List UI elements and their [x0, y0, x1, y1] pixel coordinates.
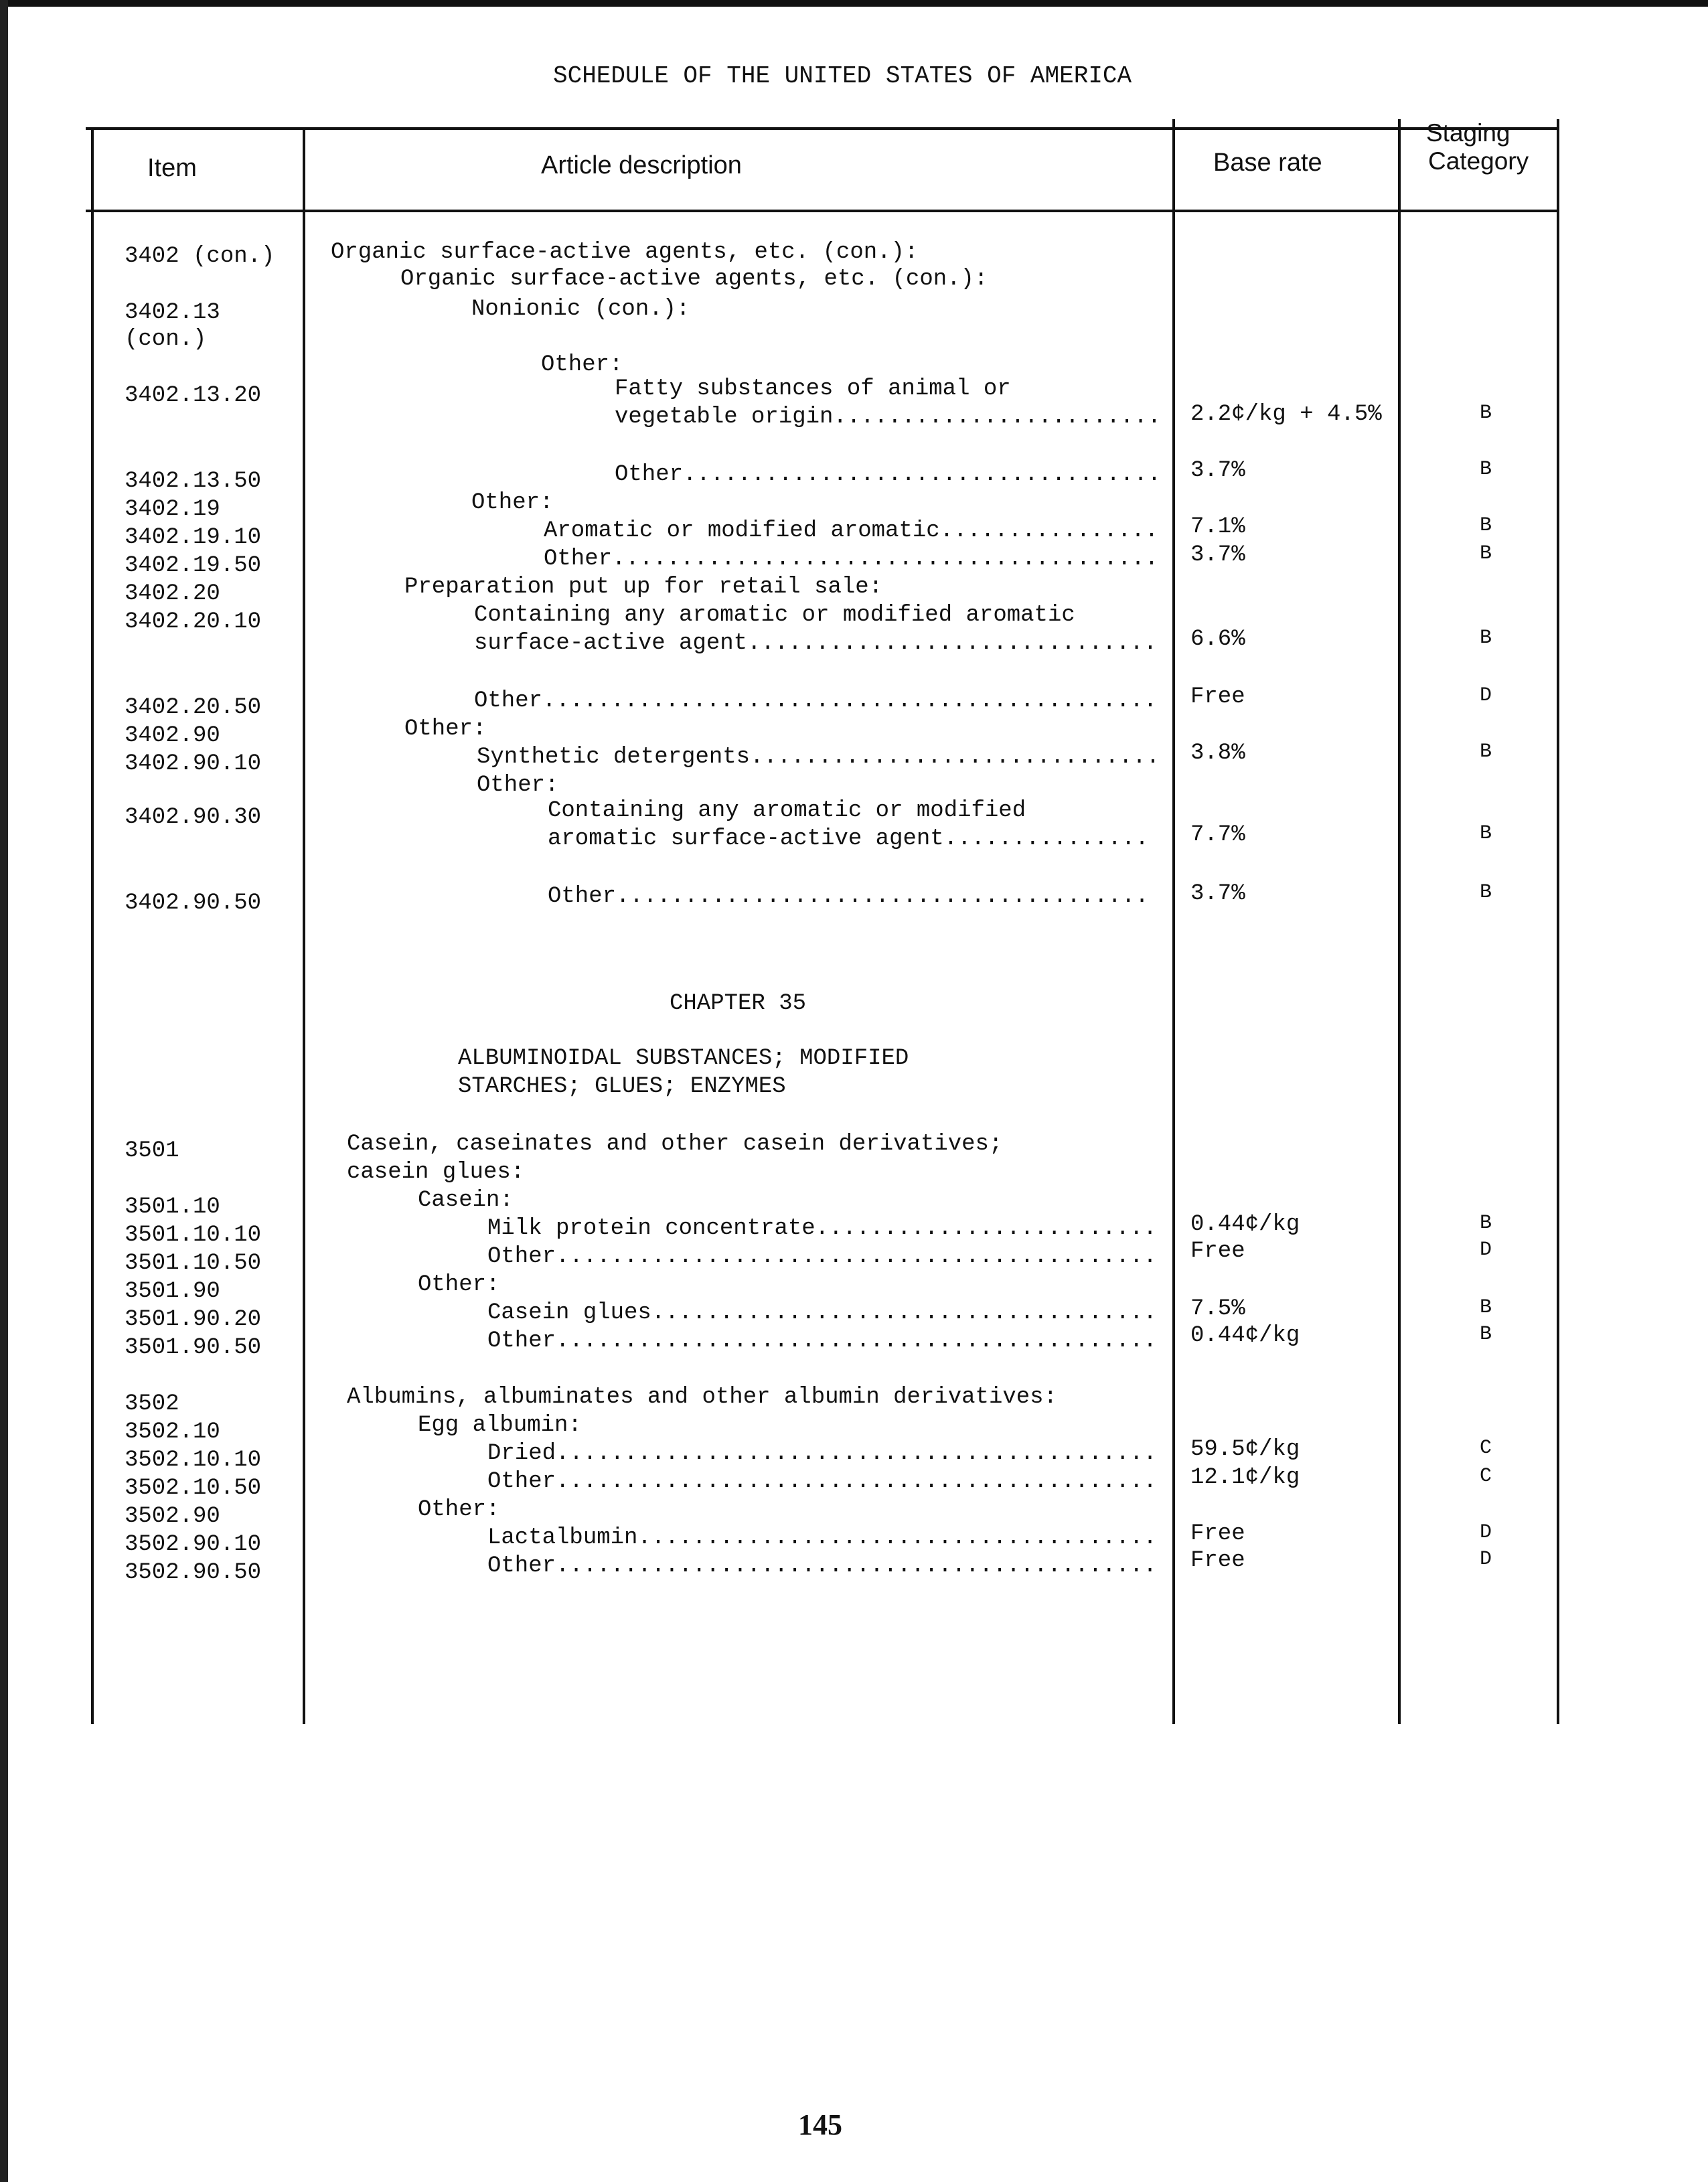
article-description: Other............................................ [487, 1244, 1157, 1269]
page-number: 145 [798, 2108, 842, 2141]
item-code: 3501 [125, 1138, 179, 1164]
table-header-divider [86, 210, 1557, 212]
item-code: 3402.13.20 [125, 383, 262, 408]
page-header: SCHEDULE OF THE UNITED STATES OF AMERICA [553, 62, 1132, 90]
article-description: Containing any aromatic or modified aromatic [474, 603, 1075, 628]
item-code: 3502.90.50 [125, 1560, 262, 1585]
article-description: Other: [471, 490, 554, 516]
base-rate: Free [1190, 1239, 1245, 1264]
article-description: Fatty substances of animal or [615, 376, 1011, 402]
staging-category: B [1480, 542, 1492, 565]
article-description: Preparation put up for retail sale: [404, 574, 883, 600]
article-description: Milk protein concentrate......................... [487, 1216, 1157, 1241]
scan-left-edge [0, 0, 8, 2182]
base-rate: 12.1¢/kg [1190, 1465, 1300, 1490]
item-code: 3501.10 [125, 1194, 220, 1220]
item-code: 3402.20.10 [125, 609, 262, 635]
column-header-staging: Staging [1426, 119, 1510, 147]
article-description: Other............................................. [474, 688, 1158, 714]
base-rate: 0.44¢/kg [1190, 1212, 1300, 1237]
staging-category: C [1480, 1465, 1492, 1488]
staging-category: C [1480, 1437, 1492, 1460]
article-description: Other................................... [615, 462, 1162, 487]
article-description: Organic surface-active agents, etc. (con.): [400, 266, 988, 292]
article-description: Containing any aromatic or modified [548, 798, 1026, 824]
staging-category: B [1480, 822, 1492, 845]
staging-category: B [1480, 741, 1492, 763]
column-header-base-rate: Base rate [1213, 149, 1322, 177]
item-code: 3402.90.50 [125, 890, 262, 916]
base-rate: 3.7% [1190, 542, 1245, 568]
base-rate: Free [1190, 1521, 1245, 1547]
article-description: Casein, caseinates and other casein derivatives; [347, 1132, 1003, 1157]
column-divider-rate [1398, 119, 1401, 1724]
item-code: 3502 [125, 1391, 179, 1417]
article-description: Nonionic (con.): [471, 297, 690, 322]
base-rate: 59.5¢/kg [1190, 1437, 1300, 1462]
item-code: 3402.90 [125, 723, 220, 749]
chapter-subtitle: ALBUMINOIDAL SUBSTANCES; MODIFIED [458, 1046, 909, 1071]
item-code: (con.) [125, 327, 207, 352]
item-code: 3402.13 [125, 300, 220, 325]
item-code: 3501.90.50 [125, 1335, 262, 1360]
staging-category: B [1480, 627, 1492, 649]
article-description: aromatic surface-active agent............... [548, 826, 1149, 852]
staging-category: D [1480, 1521, 1492, 1544]
article-description: Synthetic detergents.............................. [477, 745, 1160, 770]
base-rate: 3.7% [1190, 881, 1245, 907]
column-divider-item [303, 127, 305, 1724]
article-description: vegetable origin........................ [615, 404, 1162, 430]
item-code: 3402.20.50 [125, 695, 262, 720]
base-rate: 7.7% [1190, 822, 1245, 848]
staging-category: B [1480, 1212, 1492, 1235]
item-code: 3402.90.10 [125, 751, 262, 777]
item-code: 3501.10.10 [125, 1223, 262, 1248]
staging-category: B [1480, 1323, 1492, 1346]
base-rate: 6.6% [1190, 627, 1245, 652]
article-description: Other: [418, 1272, 500, 1298]
article-description: Dried............................................ [487, 1441, 1157, 1466]
article-description: Other............................................ [487, 1469, 1157, 1494]
article-description: Lactalbumin...................................... [487, 1525, 1157, 1551]
base-rate: Free [1190, 684, 1245, 710]
item-code: 3402.19.10 [125, 525, 262, 550]
item-code: 3402.20 [125, 581, 220, 607]
article-description: Aromatic or modified aromatic................ [544, 518, 1159, 544]
item-code: 3501.10.50 [125, 1251, 262, 1276]
chapter-subtitle: STARCHES; GLUES; ENZYMES [458, 1074, 786, 1099]
base-rate: 0.44¢/kg [1190, 1323, 1300, 1348]
table-right-border [1557, 119, 1559, 1724]
staging-category: B [1480, 881, 1492, 904]
item-code: 3501.90 [125, 1279, 220, 1304]
article-description: casein glues: [347, 1160, 525, 1185]
item-code: 3402 (con.) [125, 244, 275, 269]
article-description: Casein glues..................................... [487, 1300, 1157, 1326]
staging-category: B [1480, 402, 1492, 424]
base-rate: 3.8% [1190, 741, 1245, 766]
article-description: Casein: [418, 1188, 514, 1213]
item-code: 3501.90.20 [125, 1307, 262, 1332]
staging-category: B [1480, 514, 1492, 537]
article-description: Other............................................ [487, 1328, 1157, 1354]
base-rate: 7.1% [1190, 514, 1245, 540]
staging-category: B [1480, 458, 1492, 481]
item-code: 3502.90 [125, 1504, 220, 1529]
item-code: 3402.19.50 [125, 553, 262, 578]
scan-top-edge [0, 0, 1708, 7]
column-divider-article [1172, 119, 1175, 1724]
base-rate: 7.5% [1190, 1296, 1245, 1322]
article-description: Egg albumin: [418, 1413, 582, 1438]
item-code: 3402.13.50 [125, 469, 262, 494]
table-top-border [86, 127, 1557, 130]
item-code: 3502.10.10 [125, 1448, 262, 1473]
article-description: surface-active agent.............................. [474, 631, 1158, 656]
staging-category: D [1480, 684, 1492, 707]
column-header-category: Category [1428, 147, 1529, 175]
item-code: 3502.90.10 [125, 1532, 262, 1557]
article-description: Other: [477, 773, 559, 798]
article-description: Organic surface-active agents, etc. (con.): [331, 240, 919, 265]
item-code: 3402.19 [125, 497, 220, 522]
article-description: Other....................................... [548, 884, 1149, 909]
base-rate: Free [1190, 1548, 1245, 1573]
item-code: 3402.90.30 [125, 805, 262, 830]
article-description: Other: [404, 716, 487, 742]
article-description: Other: [418, 1497, 500, 1523]
chapter-title: CHAPTER 35 [670, 991, 807, 1016]
item-code: 3502.10.50 [125, 1476, 262, 1501]
item-code: 3502.10 [125, 1419, 220, 1445]
base-rate: 3.7% [1190, 458, 1245, 483]
article-description: Other: [541, 352, 623, 378]
column-header-article: Article description [541, 151, 742, 179]
staging-category: B [1480, 1296, 1492, 1319]
column-header-item: Item [147, 154, 197, 182]
article-description: Other........................................ [544, 546, 1159, 572]
article-description: Other............................................ [487, 1553, 1157, 1579]
base-rate: 2.2¢/kg + 4.5% [1190, 402, 1382, 427]
article-description: Albumins, albuminates and other albumin derivatives: [347, 1385, 1057, 1410]
staging-category: D [1480, 1548, 1492, 1571]
staging-category: D [1480, 1239, 1492, 1261]
table-left-border [91, 127, 94, 1724]
